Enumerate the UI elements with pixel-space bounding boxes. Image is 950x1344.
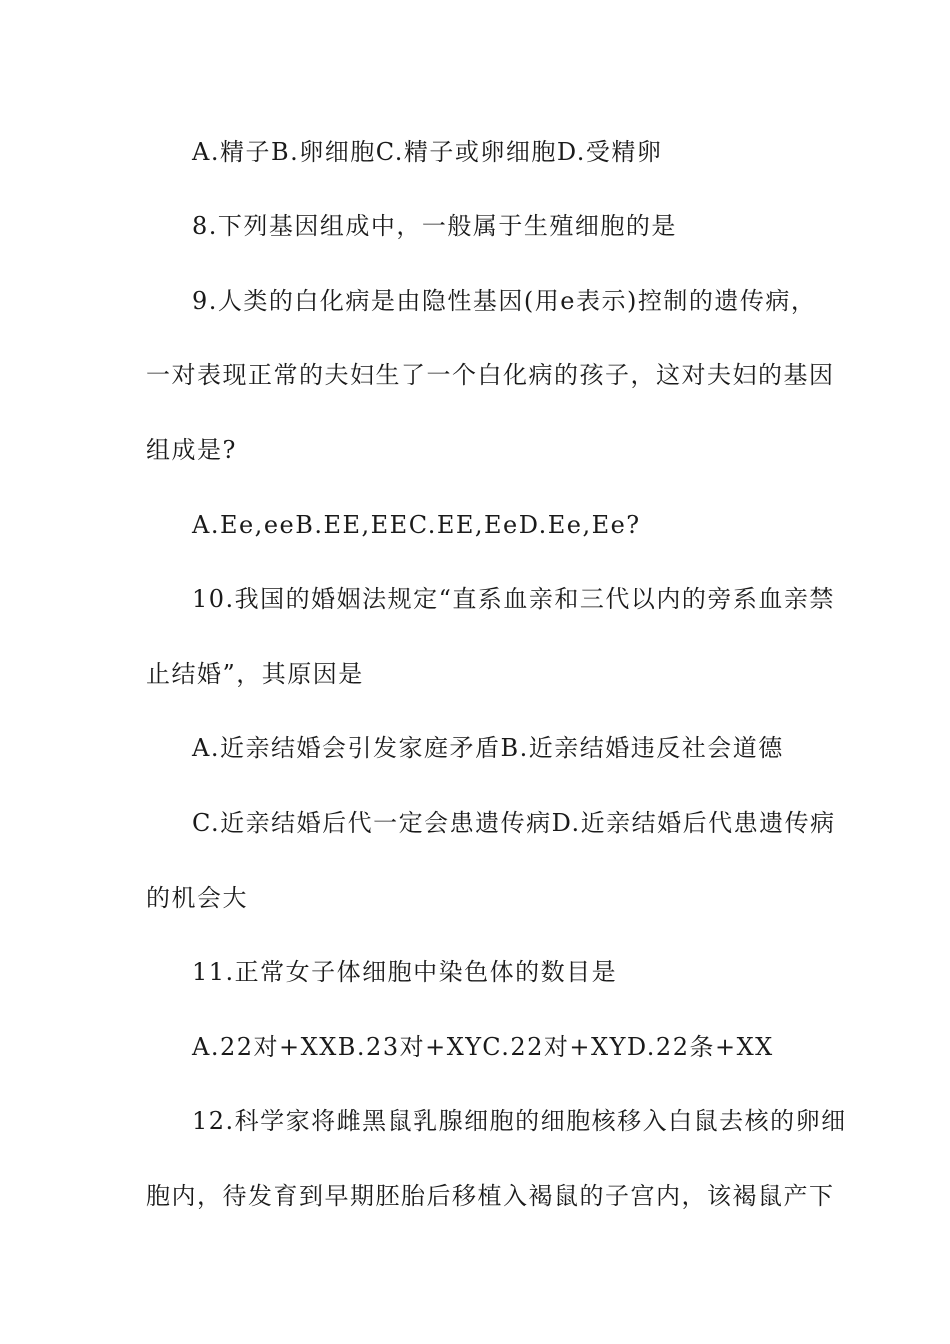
question-9-line-1: 9.人类的白化病是由隐性基因(用e表示)控制的遗传病， — [192, 287, 817, 315]
question-11: 11.正常女子体细胞中染色体的数目是 — [192, 958, 618, 986]
question-12-line-2: 胞内，待发育到早期胚胎后移植入褐鼠的子宫内，该褐鼠产下 — [146, 1182, 835, 1210]
answer-options-q9: A.Ee,eeB.EE,EEC.EE,EeD.Ee,Ee? — [192, 511, 641, 539]
question-9-line-3: 组成是? — [146, 436, 237, 464]
question-10-line-1: 10.我国的婚姻法规定“直系血亲和三代以内的旁系血亲禁 — [192, 585, 835, 613]
question-12-line-1: 12.科学家将雌黑鼠乳腺细胞的细胞核移入白鼠去核的卵细 — [192, 1107, 847, 1135]
answer-options-q10-line-3: 的机会大 — [146, 884, 248, 912]
answer-options-q10-line-1: A.近亲结婚会引发家庭矛盾B.近亲结婚违反社会道德 — [192, 734, 784, 762]
question-8: 8.下列基因组成中，一般属于生殖细胞的是 — [192, 212, 677, 240]
answer-options-q11: A.22对+XXB.23对+XYC.22对+XYD.22条+XX — [192, 1033, 774, 1061]
answer-options-q10-line-2: C.近亲结婚后代一定会患遗传病D.近亲结婚后代患遗传病 — [192, 809, 836, 837]
answer-options-q7: A.精子B.卵细胞C.精子或卵细胞D.受精卵 — [192, 138, 663, 166]
question-10-line-2: 止结婚”，其原因是 — [146, 660, 364, 688]
question-9-line-2: 一对表现正常的夫妇生了一个白化病的孩子，这对夫妇的基因 — [146, 361, 835, 389]
